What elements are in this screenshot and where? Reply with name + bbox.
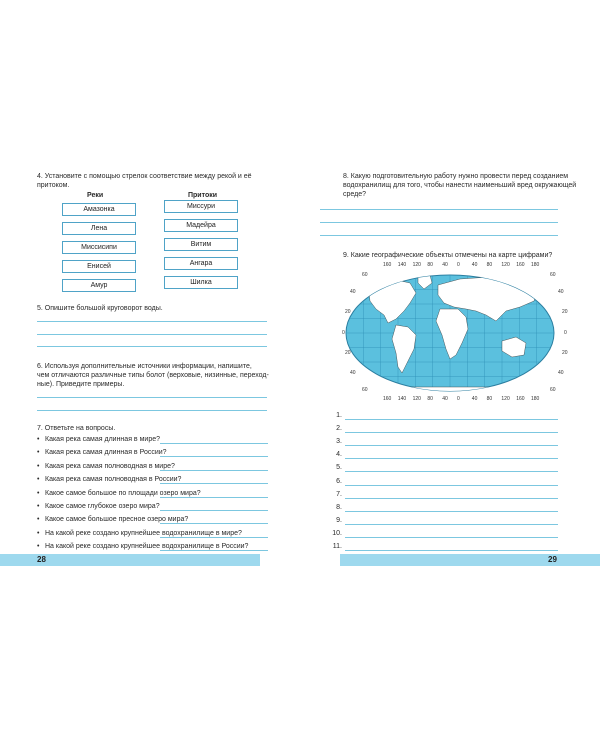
q4-text-line2: притоком.: [37, 182, 70, 189]
answer-line[interactable]: [37, 410, 267, 411]
question-text: Какое самое глубокое озеро мира?: [45, 503, 160, 510]
longitude-label: 80: [427, 396, 433, 402]
longitude-label: 160: [516, 262, 525, 268]
question-item: [37, 462, 175, 471]
question-text: На какой реке создано крупнейшее водохранилище в России?: [45, 543, 249, 551]
answer-line[interactable]: [160, 497, 268, 498]
q8-line1: 8. Какую подготовительную работу нужно провести перед созданием: [343, 173, 569, 180]
answer-number: 4.: [336, 451, 342, 459]
answer-line[interactable]: [160, 483, 268, 484]
latitude-label: 40: [350, 370, 356, 376]
river-box[interactable]: Амур: [62, 279, 136, 292]
answer-line[interactable]: [345, 471, 558, 472]
latitude-label: 20: [562, 350, 568, 356]
world-map: [330, 263, 570, 403]
latitude-label: 40: [558, 289, 564, 295]
question-text: Какая река самая длинная в России?: [45, 449, 167, 457]
answer-line[interactable]: [160, 443, 268, 444]
bullet-icon: •: [37, 489, 40, 497]
river-box[interactable]: Лена: [62, 222, 136, 235]
longitude-label: 160: [383, 262, 392, 268]
river-box[interactable]: Амазонка: [62, 203, 136, 216]
rivers-header: Реки: [87, 192, 104, 199]
longitude-label: 120: [412, 262, 421, 268]
bullet-icon: •: [37, 476, 40, 484]
q6-line2: чем отличаются различные типы болот (верховые, низинные, переход-: [37, 372, 269, 379]
answer-number: 10.: [332, 529, 342, 537]
answer-line[interactable]: [345, 550, 558, 551]
question-text: Какое самое большое по площади озеро мира?: [45, 489, 201, 497]
answer-line[interactable]: [320, 222, 558, 223]
answer-line[interactable]: [345, 511, 558, 512]
answer-line[interactable]: [320, 235, 558, 236]
longitude-label: 160: [383, 396, 392, 402]
q8-line2: водохранилищ для того, чтобы нанести наименьший вред окружающей: [343, 182, 577, 189]
bullet-icon: •: [37, 516, 40, 524]
longitude-label: 120: [501, 262, 510, 268]
longitude-label: 140: [397, 396, 407, 402]
bullet-icon: •: [37, 529, 40, 537]
latitude-label: 20: [562, 309, 568, 315]
question-item: [37, 435, 160, 444]
footer-bar: [340, 554, 600, 566]
q5-text: 5. Опишите большой круговорот воды.: [37, 305, 163, 312]
page-number: 28: [37, 555, 46, 564]
answer-number: 8.: [336, 503, 342, 511]
answer-number: 2.: [336, 425, 342, 433]
latitude-label: 20: [345, 350, 351, 356]
answer-line[interactable]: [345, 537, 558, 538]
latitude-label: 0: [342, 330, 345, 336]
latitude-label: 40: [350, 289, 356, 295]
tributary-box[interactable]: Ангара: [164, 257, 238, 270]
latitude-label: 60: [550, 387, 556, 393]
question-text: На какой реке создано крупнейшее водохранилище в мире?: [45, 529, 242, 537]
answer-number: 3.: [336, 438, 342, 446]
answer-number: 1.: [336, 412, 342, 419]
q6-line1: 6. Используя дополнительные источники информации, напишите,: [37, 363, 252, 370]
answer-line[interactable]: [345, 458, 558, 459]
answer-line[interactable]: [160, 510, 268, 511]
latitude-label: 60: [362, 272, 368, 278]
answer-line[interactable]: [160, 537, 268, 538]
longitude-label: 120: [412, 396, 421, 402]
graticule: [330, 263, 570, 403]
question-item: [37, 502, 160, 511]
answer-line[interactable]: [160, 523, 268, 524]
q4-text-line1: 4. Установите с помощью стрелок соответствие между рекой и её: [37, 173, 252, 180]
answer-line[interactable]: [37, 397, 267, 398]
answer-line[interactable]: [345, 432, 558, 433]
bullet-icon: •: [37, 503, 40, 510]
right-page: [300, 0, 600, 750]
answer-line[interactable]: [345, 445, 558, 446]
latitude-label: 0: [564, 330, 567, 336]
bullet-icon: •: [37, 543, 40, 551]
longitude-label: 40: [442, 396, 448, 402]
bullet-icon: •: [37, 462, 40, 470]
river-box[interactable]: Енисей: [62, 260, 136, 273]
latitude-label: 20: [345, 309, 351, 315]
longitude-label: 120: [501, 396, 510, 402]
answer-number: 9.: [336, 516, 342, 524]
tributary-box[interactable]: Витим: [164, 238, 238, 251]
answer-line[interactable]: [37, 334, 267, 335]
question-item: [37, 448, 167, 457]
longitude-label: 80: [427, 262, 433, 268]
longitude-label: 180: [531, 262, 540, 268]
bullet-icon: •: [37, 449, 40, 457]
answer-line[interactable]: [345, 524, 558, 525]
q9-text: 9. Какие географические объекты отмечены на карте цифрами?: [343, 252, 553, 259]
answer-line[interactable]: [345, 419, 558, 420]
longitude-label: 40: [442, 262, 448, 268]
answer-line[interactable]: [160, 470, 268, 471]
answer-line[interactable]: [345, 498, 558, 499]
longitude-label: 0: [457, 396, 460, 402]
question-text: Какая река самая длинная в мире?: [45, 436, 160, 443]
tributary-box[interactable]: Шилка: [164, 276, 238, 289]
longitude-label: 40: [471, 262, 478, 268]
bullet-icon: •: [37, 436, 40, 443]
answer-number: 6.: [336, 477, 342, 485]
latitude-label: 60: [362, 387, 368, 393]
answer-line[interactable]: [345, 485, 558, 486]
question-text: Какое самое большое пресное озеро мира?: [45, 516, 189, 524]
q7-title: 7. Ответьте на вопросы.: [37, 425, 116, 432]
answer-line[interactable]: [160, 456, 268, 457]
longitude-label: 40: [471, 396, 478, 402]
latitude-label: 60: [550, 272, 556, 278]
tributaries-header: Притоки: [188, 192, 218, 199]
tributary-box[interactable]: Мадейра: [164, 219, 238, 232]
page-number: 29: [548, 555, 557, 564]
q8-line3: среде?: [343, 191, 367, 198]
answer-number: 11.: [332, 543, 342, 550]
answer-line[interactable]: [37, 321, 267, 322]
longitude-label: 180: [531, 396, 540, 402]
answer-line[interactable]: [160, 550, 268, 551]
longitude-label: 80: [486, 396, 493, 402]
tributary-box[interactable]: Миссури: [164, 200, 238, 213]
question-text: Какая река самая полноводная в России?: [45, 476, 182, 484]
river-box[interactable]: Миссисипи: [62, 241, 136, 254]
answer-line[interactable]: [37, 346, 267, 347]
answer-number: 5.: [336, 464, 342, 472]
longitude-label: 80: [486, 262, 493, 268]
answer-number: 7.: [336, 490, 342, 498]
q6-line3: ные). Приведите примеры.: [37, 381, 125, 388]
longitude-label: 0: [457, 262, 460, 268]
latitude-label: 40: [558, 370, 564, 376]
answer-line[interactable]: [320, 209, 558, 210]
question-text: Какая река самая полноводная в мире?: [45, 462, 175, 470]
longitude-label: 140: [397, 262, 407, 268]
longitude-label: 160: [516, 396, 525, 402]
antarctica: [370, 387, 530, 393]
